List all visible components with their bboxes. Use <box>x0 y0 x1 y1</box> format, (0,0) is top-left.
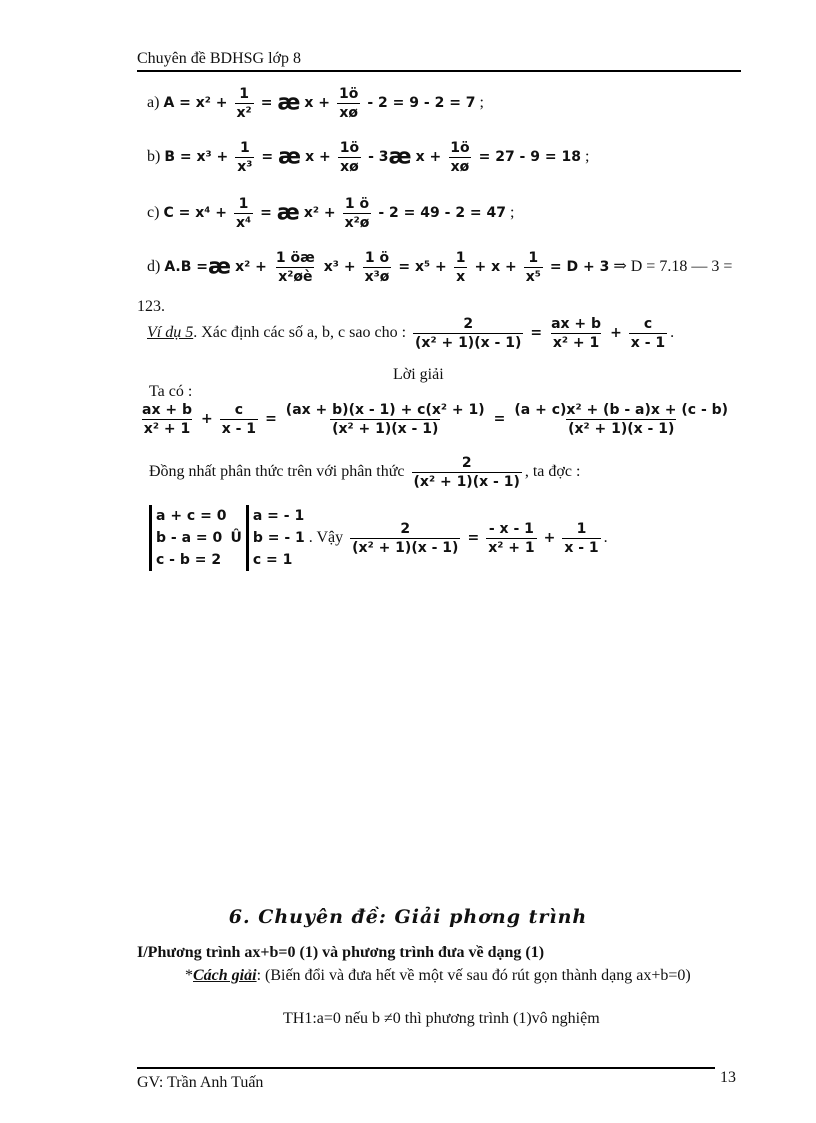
eq: = <box>261 149 279 166</box>
case-th1: TH1:a=0 nếu b ≠0 thì phương trình (1)vô nghiệm <box>283 1010 600 1027</box>
eq: = <box>265 411 277 428</box>
expr-result: = D + 3 <box>549 259 610 276</box>
eq: = <box>260 95 278 112</box>
wrap-123: 123. <box>137 298 165 315</box>
fraction: $\frac{1 öæ}{\text{x²øè}}$ <box>275 250 315 285</box>
fraction: $\frac{2}{\text{(x² + 1)(x - 1)}}$ <box>415 316 522 351</box>
method-label: Cách giải <box>193 967 257 984</box>
solution-heading: Lời giải <box>393 366 444 383</box>
eq: = <box>260 205 277 222</box>
implies-symbol: ⇒ <box>613 258 627 276</box>
expr-lhs: A = x² + <box>163 95 228 112</box>
fraction: $\frac{1}{x - 1}$ <box>564 520 599 556</box>
expr: - 3 <box>368 149 389 166</box>
header-rule <box>137 70 741 72</box>
footer-rule <box>137 1067 715 1069</box>
fraction: $\frac{c}{x - 1}$ <box>221 402 257 437</box>
system-eq: c = 1 <box>252 552 293 568</box>
eq: = <box>493 411 506 428</box>
label-c: c) <box>147 204 160 222</box>
paren-glyph: æ <box>276 200 300 226</box>
footer-teacher: GV: Trần Anh Tuấn <box>137 1074 264 1091</box>
equation-line-b <box>147 140 589 175</box>
expansion-line <box>137 402 733 437</box>
page-number: 13 <box>720 1069 736 1086</box>
fraction: $\frac{2}{\text{(x² + 1)(x - 1)}}$ <box>352 520 459 556</box>
system-eq: a = - 1 <box>252 508 305 524</box>
tail: D = 7.18 — 3 = <box>626 258 733 276</box>
expr: x + <box>415 149 442 166</box>
page-header-title: Chuyên đề BDHSG lớp 8 <box>137 50 302 67</box>
system-block <box>149 505 608 571</box>
expr: + x + <box>474 259 517 276</box>
plus: + <box>543 530 556 546</box>
system-right <box>246 505 305 571</box>
fraction: $\frac{2}{\text{(x² + 1)(x - 1)}}$ <box>413 455 520 490</box>
vay-text: . Vậy <box>308 529 344 546</box>
equation-line-d <box>147 250 732 285</box>
paren-glyph: æ <box>277 90 301 116</box>
example-5-line <box>147 316 674 351</box>
section-subtitle: I/Phương trình ax+b=0 (1) và phương trình đưa về dạng (1) <box>137 944 545 961</box>
period: . <box>670 324 675 342</box>
system-eq: c - b = 2 <box>156 552 222 568</box>
period: . <box>603 529 608 546</box>
eq: = <box>467 530 480 546</box>
expr: x³ + <box>323 259 356 276</box>
fraction: $\frac{ax + b}{\text{x² + 1}}$ <box>551 316 602 351</box>
fraction: $\frac{\text{(a + c)x² + (b - a)x + (c - b)}}{\text{(x² + 1)(x - 1)}}$ <box>514 402 729 437</box>
label-a: a) <box>147 94 160 112</box>
fraction: $\frac{1ö}{xø}$ <box>450 140 470 175</box>
system-eq: a + c = 0 <box>156 508 227 524</box>
fraction: $\frac{c}{x - 1}$ <box>630 316 666 351</box>
label-b: b) <box>147 148 161 166</box>
equiv-symbol: Û <box>230 530 242 546</box>
paren-glyph: æ <box>208 254 232 280</box>
expr-result: = 27 - 9 = 18 <box>478 149 581 166</box>
equation-line-c <box>147 196 514 231</box>
section-title: 6. Chuyên đề: Giải phơng trình <box>228 906 588 928</box>
expr-result: - 2 = 49 - 2 = 47 <box>378 205 507 222</box>
fraction: $\frac{1}{\text{x⁴}}$ <box>235 196 252 231</box>
label-d: d) <box>147 258 161 276</box>
fraction: $\frac{1ö}{xø}$ <box>339 86 359 121</box>
paren-glyph: æ <box>278 144 302 170</box>
method-text: : (Biến đổi và đưa hết về một vế sau đó rút gọn thành dạng ax+b=0) <box>256 967 691 984</box>
fraction: $\frac{1}{\text{x²}}$ <box>236 86 252 121</box>
example-5-label: Ví dụ 5 <box>147 324 194 342</box>
identify-tail: , ta đợc : <box>524 463 581 481</box>
tail: ; <box>475 94 484 112</box>
method-paragraph <box>185 965 725 986</box>
fraction: $\frac{1 ö}{\text{x³ø}}$ <box>364 250 390 285</box>
fraction: $\frac{1}{\text{x⁵}}$ <box>525 250 541 285</box>
fraction: $\frac{\text{(ax + b)(x - 1) + c(x² + 1)}}{\text{(x² + 1)(x - 1)}}$ <box>285 402 485 437</box>
plus: + <box>200 411 213 428</box>
fraction: $\frac{1}{x}$ <box>455 250 466 285</box>
expr: x² + <box>303 205 336 222</box>
system-eq: b = - 1 <box>252 530 305 546</box>
expr-lhs: B = x³ + <box>164 149 229 166</box>
fraction: $\frac{1}{\text{x³}}$ <box>237 140 253 175</box>
paren-glyph: æ <box>388 144 412 170</box>
system-left <box>149 505 226 571</box>
system-eq: b - a = 0 <box>156 530 223 546</box>
expr: x + <box>305 149 331 166</box>
equation-line-a <box>147 86 484 121</box>
fraction: $\frac{1 ö}{\text{x²ø}}$ <box>344 196 370 231</box>
expr: x² + <box>235 259 267 276</box>
example-5-text: . Xác định các số a, b, c sao cho : <box>193 324 407 342</box>
expr-lhs: C = x⁴ + <box>163 205 227 222</box>
identify-line <box>149 455 580 490</box>
expr: x + <box>304 95 331 112</box>
expr-lhs: A.B = <box>164 259 209 276</box>
expr: = x⁵ + <box>398 259 447 276</box>
eq: = <box>530 325 543 342</box>
fraction: $\frac{- x - 1}{\text{x² + 1}}$ <box>488 520 535 556</box>
identify-text: Đồng nhất phân thức trên với phân thức <box>149 463 405 481</box>
expr-result: - 2 = 9 - 2 = 7 <box>367 95 476 112</box>
fraction: $\frac{ax + b}{\text{x² + 1}}$ <box>142 402 192 437</box>
fraction: $\frac{1ö}{xø}$ <box>339 140 360 175</box>
plus: + <box>610 325 622 342</box>
tail: ; <box>506 204 515 222</box>
asterisk: * <box>185 967 193 984</box>
ta-co-text: Ta có : <box>149 383 193 400</box>
tail: ; <box>580 148 590 166</box>
